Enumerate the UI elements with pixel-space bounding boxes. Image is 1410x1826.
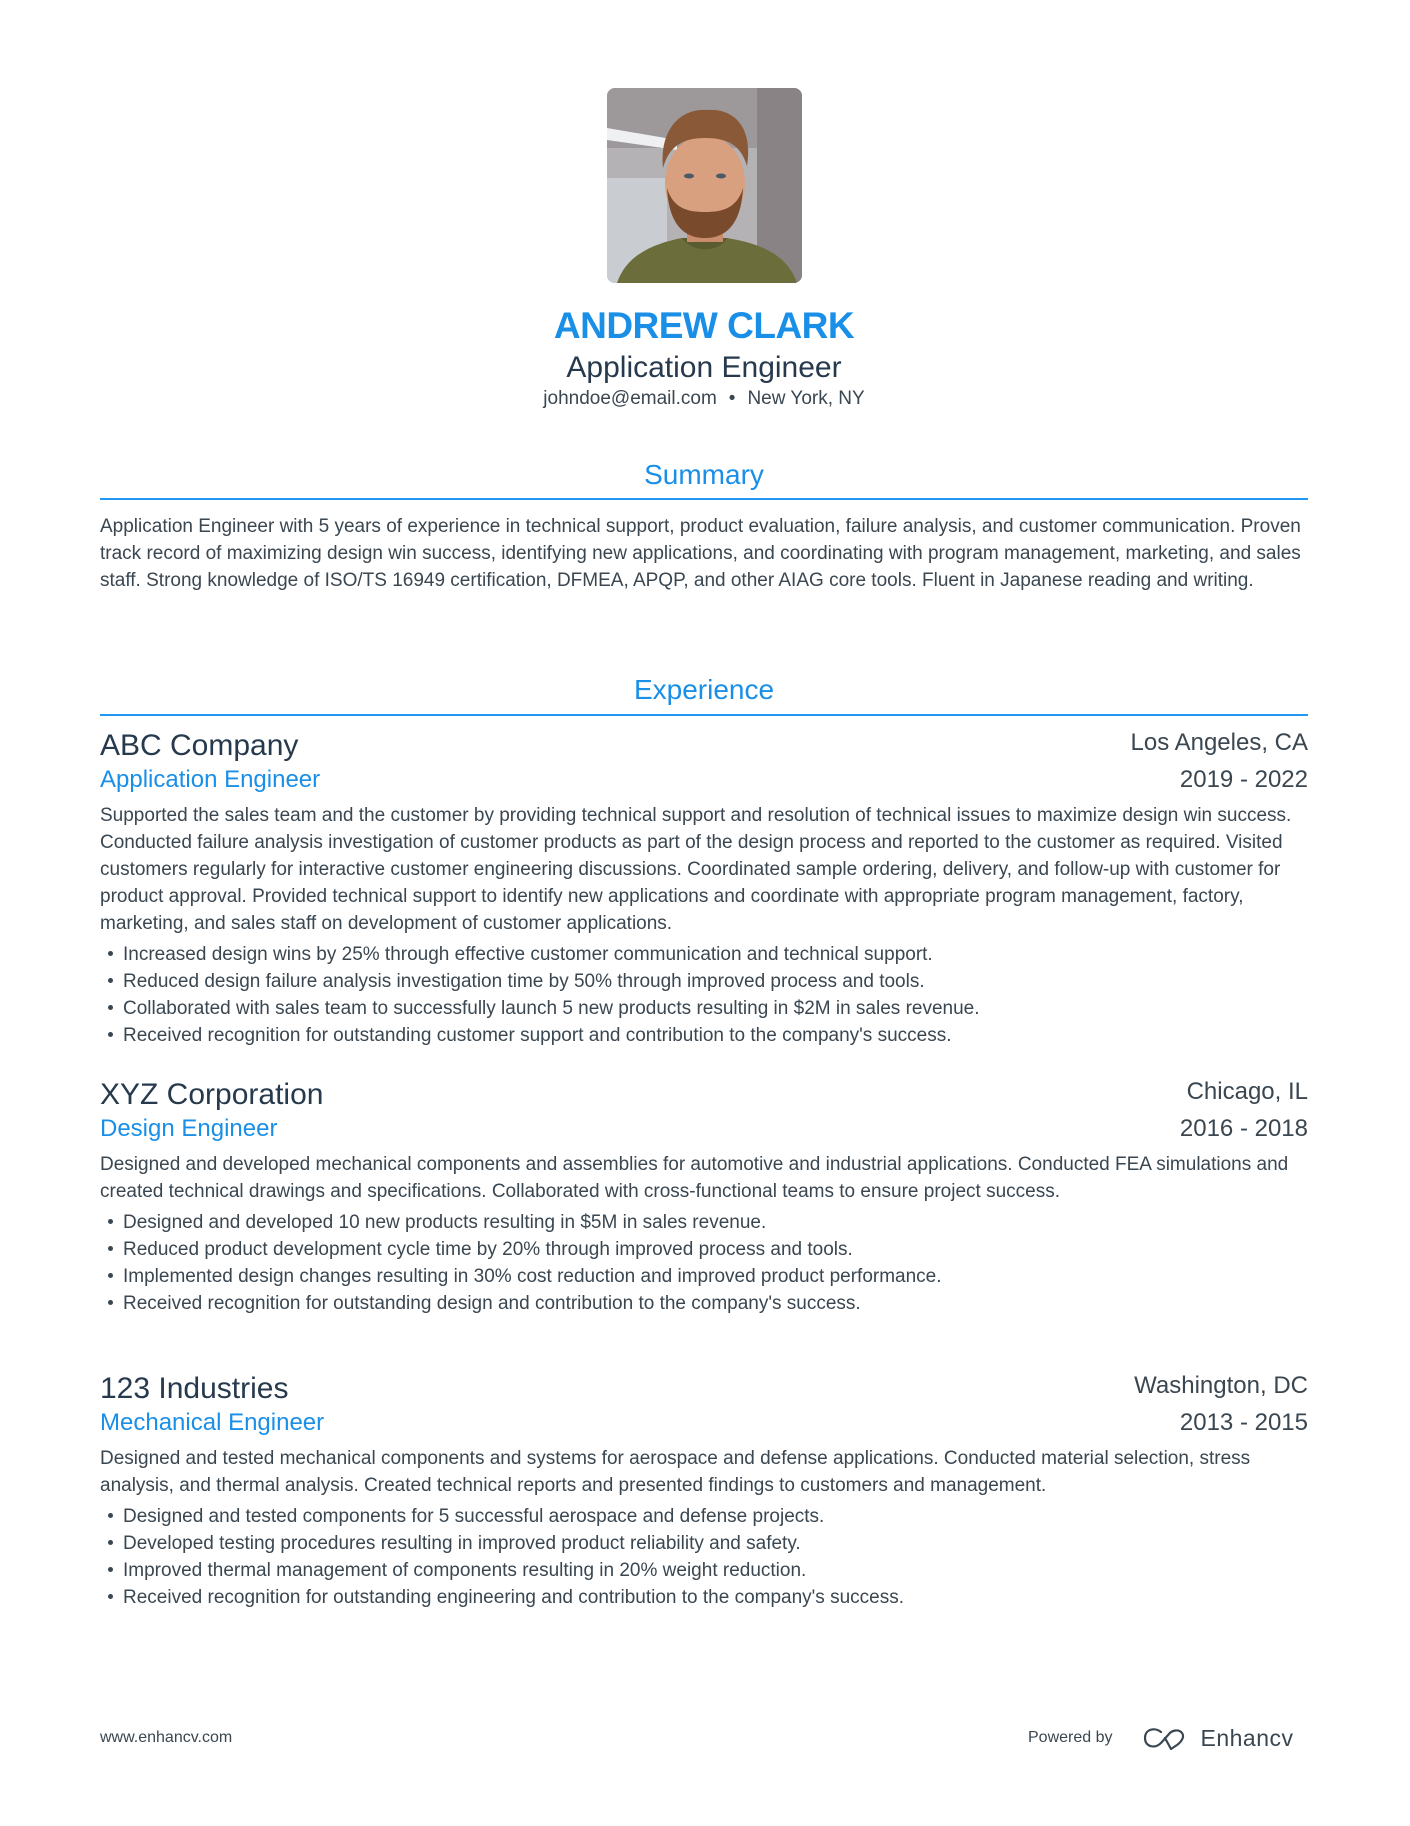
job-location: Washington, DC <box>1134 1372 1308 1399</box>
job-entry <box>100 1077 1308 1317</box>
job-location: Los Angeles, CA <box>1130 729 1308 756</box>
separator-dot: • <box>728 388 736 409</box>
company-name: XYZ Corporation <box>100 1078 324 1111</box>
company-name: ABC Company <box>100 729 299 762</box>
achievement-item: Collaborated with sales team to successfully launch 5 new products resulting in $2M in sales revenue. <box>100 995 1308 1022</box>
profile-photo <box>607 88 802 283</box>
summary-heading: Summary <box>644 459 764 490</box>
job-achievements <box>100 941 1308 1049</box>
job-dates: 2016 - 2018 <box>1179 1115 1308 1142</box>
job-entry <box>100 728 1308 1049</box>
job-subheader <box>100 1113 1308 1145</box>
summary-divider <box>100 498 1308 500</box>
achievement-item: Designed and developed 10 new products resulting in $5M in sales revenue. <box>100 1209 1308 1236</box>
job-dates: 2013 - 2015 <box>1179 1409 1308 1436</box>
resume-page <box>100 0 1308 1826</box>
achievement-item: Received recognition for outstanding design and contribution to the company's success. <box>100 1290 1308 1317</box>
achievement-item: Implemented design changes resulting in 30% cost reduction and improved product performance. <box>100 1263 1308 1290</box>
job-header <box>100 1371 1308 1407</box>
achievement-item: Developed testing procedures resulting in improved product reliability and safety. <box>100 1530 1308 1557</box>
job-dates: 2019 - 2022 <box>1179 766 1308 793</box>
job-achievements <box>100 1209 1308 1317</box>
job-header <box>100 728 1308 764</box>
job-entry <box>100 1371 1308 1611</box>
job-subheader <box>100 764 1308 796</box>
achievement-item: Designed and tested components for 5 successful aerospace and defense projects. <box>100 1503 1308 1530</box>
enhancv-logo-icon <box>1141 1726 1187 1750</box>
location-text: New York, NY <box>747 388 865 409</box>
job-role: Design Engineer <box>100 1115 278 1142</box>
summary-text: Application Engineer with 5 years of experience in technical support, product evaluation, failure analysis, and customer communication. Proven track record of maximizing design win success, identifying new applications, and coordinating with program management, marketing, and sales staff. Strong knowledge of ISO/TS 16949 certification, DFMEA, APQP, and other AIAG core tools. Fluent in Japanese reading and writing. <box>100 516 1301 591</box>
candidate-name: ANDREW CLARK <box>553 305 855 346</box>
job-location: Chicago, IL <box>1186 1078 1308 1105</box>
person-photo-icon <box>607 88 802 283</box>
footer-website-link[interactable]: www.enhancv.com <box>100 1729 233 1746</box>
job-header <box>100 1077 1308 1113</box>
job-description: Supported the sales team and the customer by providing technical support and resolution of technical issues to maximize design win success. Conducted failure analysis investigation of customer products as part of the design process and reported to the customer as required. Visited customers regularly for interactive customer engineering discussions. Coordinated sample ordering, delivery, and follow-up with customer for product approval. Provided technical support to identify new applications and coordinate with appropriate program management, factory, marketing, and sales staff on development of customer applications. <box>100 805 1292 934</box>
candidate-title: Application Engineer <box>566 351 842 384</box>
job-achievements <box>100 1503 1308 1611</box>
job-subheader <box>100 1407 1308 1439</box>
powered-by-label: Powered by <box>1028 1729 1113 1746</box>
achievement-item: Received recognition for outstanding customer support and contribution to the company's success. <box>100 1022 1308 1049</box>
achievement-item: Increased design wins by 25% through effective customer communication and technical support. <box>100 941 1308 968</box>
achievement-item: Reduced design failure analysis investigation time by 50% through improved process and tools. <box>100 968 1308 995</box>
footer-branding <box>1028 1722 1294 1754</box>
enhancv-brand-name: Enhancv <box>1200 1724 1294 1751</box>
job-description: Designed and tested mechanical components and systems for aerospace and defense applications. Conducted material selection, stress analysis, and thermal analysis. Created technical reports and presented findings to customers and management. <box>100 1448 1251 1496</box>
achievement-item: Received recognition for outstanding engineering and contribution to the company's success. <box>100 1584 1308 1611</box>
email-link[interactable]: johndoe@email.com <box>543 388 717 409</box>
experience-heading: Experience <box>633 674 775 705</box>
company-name: 123 Industries <box>100 1372 289 1405</box>
job-role: Mechanical Engineer <box>100 1409 325 1436</box>
contact-line <box>100 386 1308 412</box>
experience-divider <box>100 714 1308 716</box>
achievement-item: Reduced product development cycle time by 20% through improved process and tools. <box>100 1236 1308 1263</box>
achievement-item: Improved thermal management of components resulting in 20% weight reduction. <box>100 1557 1308 1584</box>
job-description: Designed and developed mechanical components and assemblies for automotive and industrial applications. Conducted FEA simulations and created technical drawings and specifications. Collaborated with cross-functional teams to ensure project success. <box>100 1154 1289 1202</box>
job-role: Application Engineer <box>100 766 321 793</box>
